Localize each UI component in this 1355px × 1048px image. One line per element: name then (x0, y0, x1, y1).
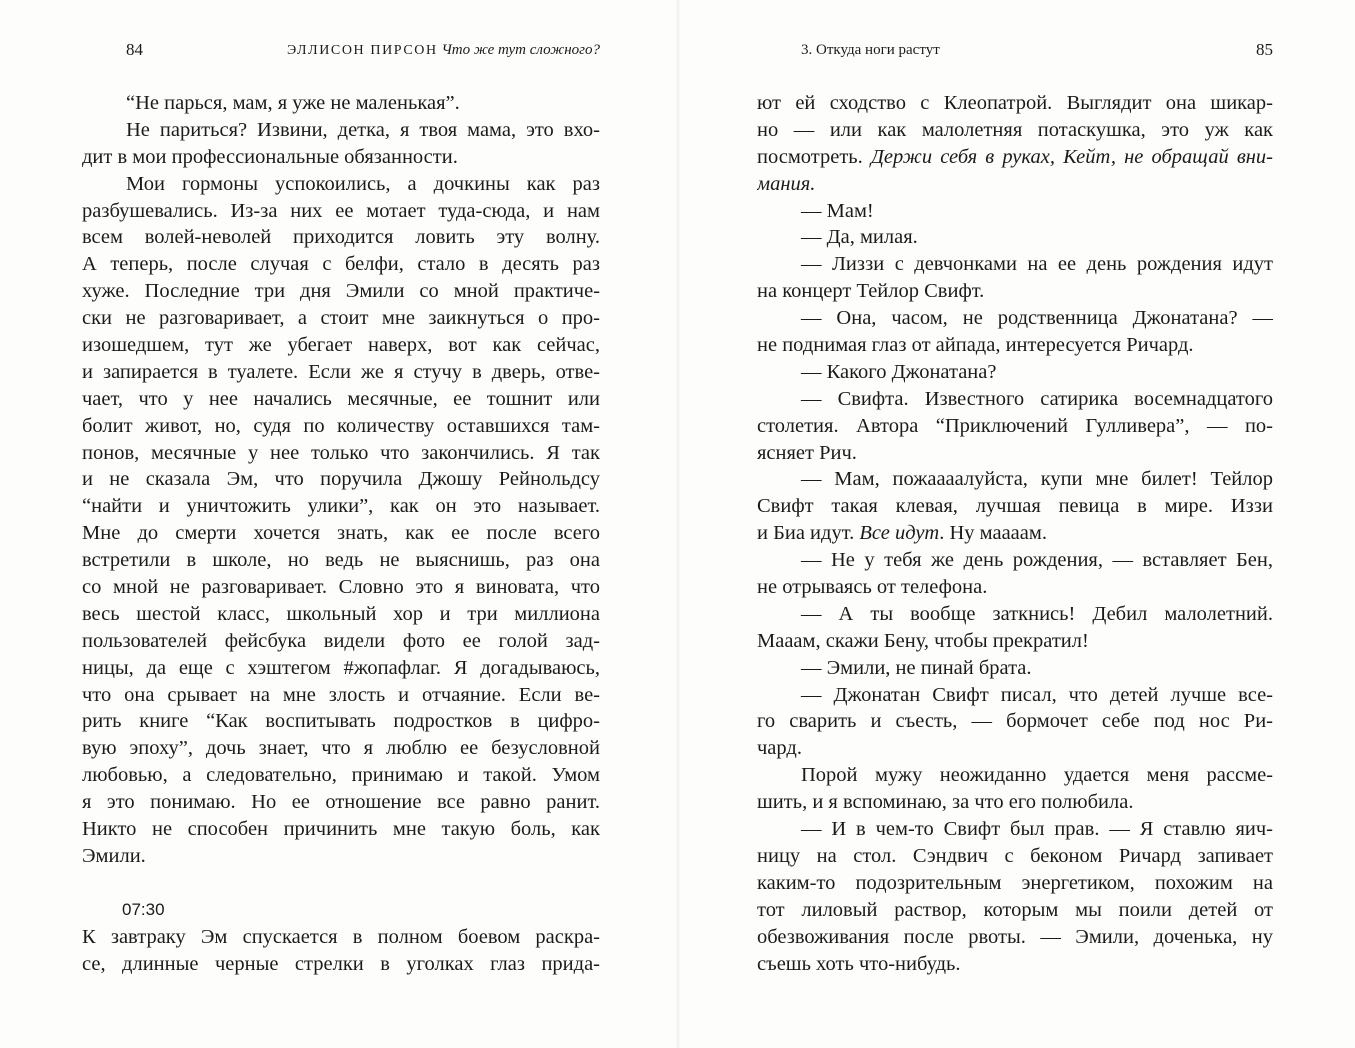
text-line: — Да, милая. (801, 226, 918, 249)
text-line: всем волей-неволей приходится ловить эту волну. (82, 226, 600, 249)
text-line: обезвоживания после рвоты. — Эмили, доченька, ну (757, 925, 1273, 948)
text-line: и запирается в туалете. Если же я стучу в дверь, отве- (82, 360, 600, 383)
text-line: и не сказала Эм, что поручила Джошу Рейнольдсу (82, 468, 600, 491)
left-page (82, 0, 600, 1048)
text-line: го сварить и съесть, — бормочет себе под нос Ри- (757, 710, 1273, 733)
text-line: — Джонатан Свифт писал, что детей лучше все- (801, 683, 1273, 706)
text-line: Порой мужу неожиданно удается меня рассме- (801, 764, 1273, 787)
text-line: се, длинные черные стрелки в уголках глаз прида- (82, 952, 600, 975)
text-line: но — или как малолетняя потаскушка, это уж как (757, 118, 1273, 141)
text-line: Свифт такая клевая, лучшая певица в мире. Иззи (757, 495, 1273, 518)
text-line: каким-то подозрительным энергетиком, похожим на (757, 871, 1273, 894)
text-line: дит в мои профессиональные обязанности. (82, 145, 458, 168)
right-page-header (757, 38, 1273, 62)
page-number: 85 (1256, 40, 1273, 59)
text-line: ясняет Рич. (757, 441, 857, 464)
text-line: Эмили. (82, 844, 146, 867)
text-line: вую эпоху”, дочь знает, что я люблю ее безусловной (82, 737, 600, 760)
text-line: — А ты вообще заткнись! Дебил малолетний. (801, 602, 1273, 625)
right-page-text (757, 90, 1273, 977)
left-page-header (82, 38, 600, 62)
text-line: — Мам, пожаааалуйста, купи мне билет! Тейлор (801, 468, 1273, 491)
left-page-text (82, 90, 600, 977)
right-page (757, 0, 1273, 1048)
book-title: Что же тут сложного? (441, 42, 600, 58)
section-gap (82, 870, 600, 897)
text-line: ски не разговаривает, а стоит мне заикнуться о про- (82, 307, 600, 330)
text-line: ницу на стол. Сэндвич с беконом Ричард запивает (757, 844, 1273, 867)
text-line: не поднимая глаз от айпада, интересуется Ричард. (757, 334, 1194, 357)
text-line: Мне до смерти хочется знать, как ее после всего (82, 522, 600, 545)
text-line: Мои гормоны успокоились, а дочкины как раз (126, 172, 600, 195)
text-line: — Эмили, не пинай брата. (801, 656, 1032, 679)
text-line: шить, и я вспоминаю, за что его полюбила. (757, 791, 1134, 814)
text-line: хуже. Последние три дня Эмили со мной практиче- (82, 280, 600, 303)
text-line: ницы, да еще с хэштегом #жопафлаг. Я догадываюсь, (82, 656, 600, 679)
text-line: — Мам! (801, 199, 874, 222)
text-line: — Свифта. Известного сатирика восемнадцатого (801, 387, 1273, 410)
text-line (757, 171, 1273, 198)
text-line: пользователей фейсбука видели фото ее голой зад- (82, 629, 600, 652)
italic-phrase: Все идут (859, 522, 940, 545)
running-head (287, 38, 600, 63)
text-line: встретили в школе, но ведь не выяснишь, раз она (82, 549, 600, 572)
chapter-title: 3. Откуда ноги растут (801, 42, 940, 58)
text-line: на концерт Тейлор Свифт. (757, 280, 985, 303)
text-line: посмотреть. Держи себя в руках, Кейт, не обращай вни- (757, 145, 1273, 168)
text-line: разбушевались. Из-за них ее мотает туда-сюда, и нам (82, 199, 600, 222)
text-line: чард. (757, 737, 802, 760)
author-name: ЭЛЛИСОН ПИРСОН (287, 43, 438, 58)
page-number: 84 (126, 40, 143, 59)
text-line: ют ей сходство с Клеопатрой. Выглядит она шикар- (757, 92, 1273, 114)
italic-thought: мания. (757, 172, 816, 195)
text-line: тот лиловый раствор, которым мы поили детей от (757, 898, 1273, 921)
text-line: “Не парься, мам, я уже не маленькая”. (126, 92, 460, 114)
text-line: любовью, а следовательно, принимаю и такой. Умом (82, 764, 600, 787)
text-line: изошедшем, тут же убегает наверх, вот как сейчас, (82, 334, 600, 357)
text-line: съешь хоть что-нибудь. (757, 952, 961, 975)
text-line: “найти и уничтожить улики”, как он это называет. (82, 495, 600, 518)
text-line: со мной не разговаривает. Словно это я виновата, что (82, 576, 600, 599)
text-line: столетия. Автора “Приключений Гулливера”, — по- (757, 414, 1273, 437)
text-line: К завтраку Эм спускается в полном боевом раскра- (82, 925, 600, 948)
text-line: весь шестой класс, школьный хор и три миллиона (82, 602, 600, 625)
text-line: чает, что у нее начались месячные, ее тошнит или (82, 387, 600, 410)
text-line: не отрываясь от телефона. (757, 576, 988, 599)
text-line: рить книге “Как воспитывать подростков в цифро- (82, 710, 600, 733)
text-line: — Лиззи с девчонками на ее день рождения идут (801, 253, 1273, 276)
text-line: А теперь, после случая с белфи, стало в десять раз (82, 253, 600, 276)
time-mark: 07:30 (122, 899, 165, 919)
text-line: Никто не способен причинить мне такую боль, как (82, 818, 600, 841)
text-line: — Она, часом, не родственница Джонатана? — (801, 307, 1273, 330)
text-line: я это понимаю. Но ее отношение все равно ранит. (82, 791, 600, 814)
text-line: понов, месячные у нее только что закончились. Я так (82, 441, 600, 464)
text-line: болит живот, но, судя по количеству оставшихся там- (82, 414, 600, 437)
text-line: Мааам, скажи Бену, чтобы прекратил! (757, 629, 1089, 652)
italic-thought: Держи себя в руках, Кейт, не обращай вни- (870, 145, 1273, 168)
text-line: и Биа идут. Все идут. Ну маааам. (757, 522, 1047, 545)
text-line: — Какого Джонатана? (801, 360, 997, 383)
text-line: — Не у тебя же день рождения, — вставляет Бен, (801, 549, 1273, 572)
text-line: Не париться? Извини, детка, я твоя мама, это вхо- (126, 118, 600, 141)
text-line: что она срывает на мне злость и отчаяние. Если ве- (82, 683, 600, 706)
book-gutter (676, 0, 680, 1048)
text-line: — И в чем-то Свифт был прав. — Я ставлю яич- (801, 818, 1273, 841)
